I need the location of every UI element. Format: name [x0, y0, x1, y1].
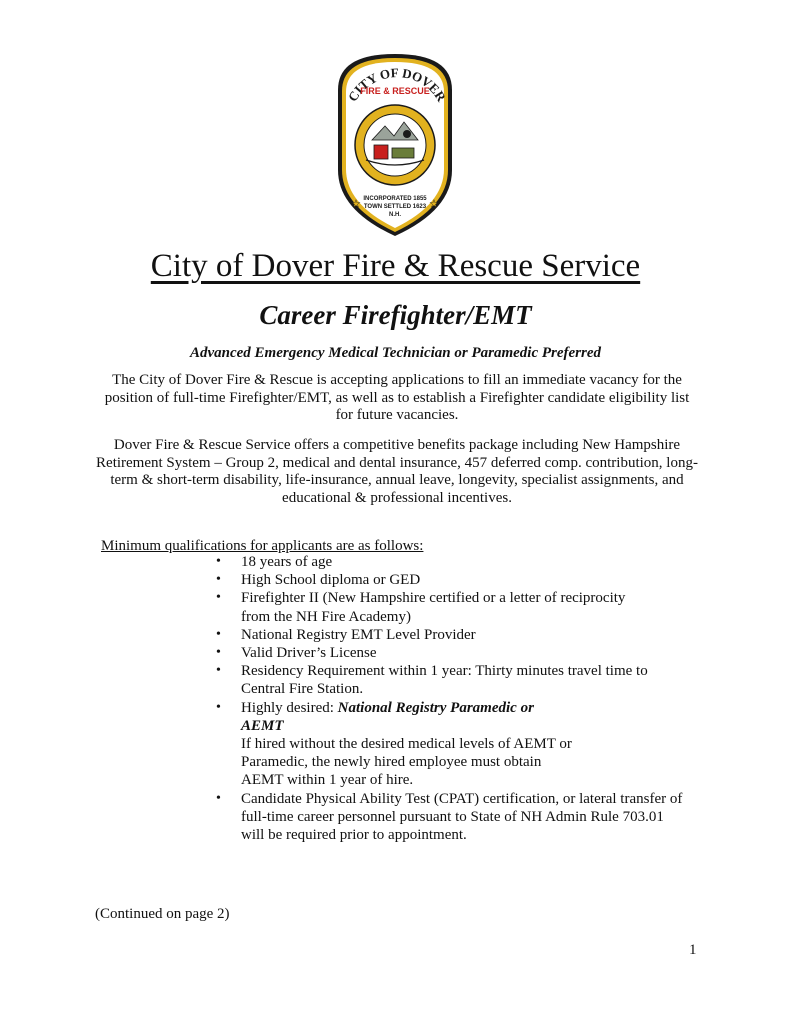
- list-item-emphasis: National Registry Paramedic or AEMT: [241, 699, 534, 734]
- list-item: [215, 571, 695, 589]
- badge-arc-text: CITY OF DOVER: [344, 65, 450, 105]
- bullet-icon: •: [216, 572, 221, 588]
- bullet-icon: •: [216, 790, 221, 806]
- benefits-paragraph: Dover Fire & Rescue Service offers a competitive benefits package including New Hampshire Retirement System – Group 2, medical and dental insurance, 457 deferred comp. contribution, long-term & short-term disability, life-insurance, annual leave, longevity, specialist assignments, and educational & professional incentives.: [96, 437, 698, 506]
- list-item-text: 18 years of age: [241, 554, 333, 570]
- list-item: [215, 644, 695, 662]
- bullet-icon: •: [216, 699, 221, 715]
- badge-band-text: FIRE & RESCUE: [360, 86, 430, 96]
- list-item: [215, 589, 695, 625]
- list-item: [215, 790, 695, 845]
- list-item-text: Candidate Physical Ability Test (CPAT) certification, or lateral transfer of full-time career personnel pursuant to State of NH Admin Rule 703.01 will be required prior to appointment.: [241, 790, 683, 844]
- list-item: [215, 662, 695, 698]
- list-item-lead: Highly desired:: [241, 699, 338, 716]
- list-item-text: Residency Requirement within 1 year: Thirty minutes travel time to Central Fire Station.: [241, 663, 648, 698]
- list-item-text: Valid Driver’s License: [241, 645, 377, 662]
- badge-line-3: N.H.: [389, 212, 401, 218]
- list-item: [215, 699, 695, 790]
- list-item-detail: If hired without the desired medical levels of AEMT or Paramedic, the newly hired employee must obtain AEMT within 1 year of hire.: [241, 736, 572, 789]
- list-item-text: High School diploma or GED: [241, 572, 421, 589]
- fire-rescue-badge-logo: [330, 50, 460, 240]
- qualifications-heading: Minimum qualifications for applicants are as follows:: [101, 538, 424, 554]
- page-title: City of Dover Fire & Rescue Service: [150, 248, 641, 284]
- bullet-icon: •: [216, 645, 221, 661]
- page-number: 1: [689, 942, 697, 958]
- preferred-qualification: Advanced Emergency Medical Technician or Paramedic Preferred: [189, 345, 602, 361]
- badge-line-1: INCORPORATED 1855: [363, 196, 427, 202]
- job-title: Career Firefighter/EMT: [259, 300, 532, 330]
- star-left-icon: ★: [351, 199, 361, 210]
- bullet-icon: •: [216, 554, 221, 569]
- bullet-icon: •: [216, 590, 221, 606]
- list-item-text: National Registry EMT Level Provider: [241, 626, 476, 643]
- qualifications-list: [215, 553, 695, 844]
- star-right-icon: ★: [429, 199, 439, 210]
- intro-paragraph: The City of Dover Fire & Rescue is accepting applications to fill an immediate vacancy for the position of full-time Firefighter/EMT, as well as to establish a Firefighter candidate eligibility list for future vacancies.: [104, 372, 690, 423]
- list-item: [215, 626, 695, 644]
- bullet-icon: •: [216, 663, 221, 679]
- badge-line-2: TOWN SETTLED 1623: [363, 204, 427, 210]
- list-item: [215, 553, 695, 571]
- bullet-icon: •: [216, 626, 221, 642]
- list-item-text: Firefighter II (New Hampshire certified or a letter of reciprocity from the NH Fire Academy): [241, 590, 626, 625]
- continued-note: (Continued on page 2): [95, 906, 230, 922]
